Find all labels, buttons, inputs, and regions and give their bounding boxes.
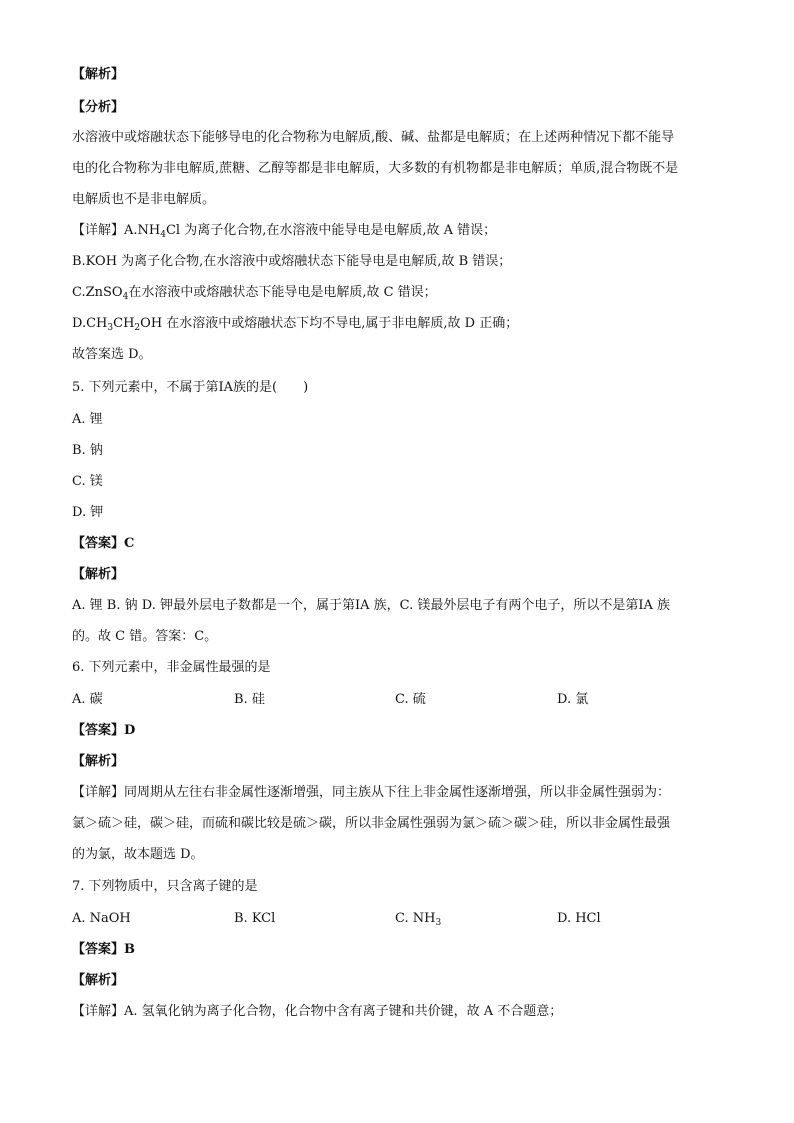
detail-a-sub: 4 bbox=[160, 230, 166, 240]
detail-c-sub: 4 bbox=[122, 292, 129, 302]
q5-option-b: B. 钠 bbox=[72, 443, 103, 458]
q6-detail-line-1: 【详解】同周期从左往右非金属性逐渐增强，同主族从下往上非金属性逐渐增强，所以非金属性强弱为： bbox=[72, 785, 671, 800]
q5-answer: 【答案】C bbox=[72, 536, 135, 551]
q7-detail-line-1: 【详解】A. 氢氧化钠为离子化合物，化合物中含有离子键和共价键，故 A 不合题意； bbox=[72, 1004, 563, 1019]
fenxi-heading: 【分析】 bbox=[72, 100, 125, 115]
q6-detail-line-3: 的为氯，故本题选 D。 bbox=[72, 847, 204, 862]
q6-stem: 6. 下列元素中，非金属性最强的是 bbox=[72, 660, 271, 675]
q6-answer: 【答案】D bbox=[72, 723, 136, 738]
detail-line-b: B.KOH 为离子化合物,在水溶液中或熔融状态下能导电是电解质,故 B 错误； bbox=[72, 254, 512, 269]
analysis-line-3: 电解质也不是非电解质。 bbox=[72, 192, 216, 207]
detail-line-d bbox=[72, 315, 518, 333]
q5-option-d: D. 钾 bbox=[72, 505, 104, 520]
q5-option-c: C. 镁 bbox=[72, 474, 103, 489]
q6-option-a: A. 碳 bbox=[72, 692, 103, 707]
q7-stem: 7. 下列物质中，只含离子键的是 bbox=[72, 879, 258, 894]
q7-answer: 【答案】B bbox=[72, 942, 135, 957]
detail-line-c bbox=[72, 284, 437, 302]
q7-option-c-text: C. NH bbox=[395, 911, 436, 926]
q5-explanation-line-1: A. 锂 B. 钠 D. 钾最外层电子数都是一个，属于第ⅠA 族，C. 镁最外层电子有两个电子，所以不是第ⅠA 族 bbox=[72, 598, 671, 613]
q6-analysis-heading: 【解析】 bbox=[72, 754, 125, 769]
q7-option-d: D. HCl bbox=[557, 911, 601, 926]
detail-line-a bbox=[72, 222, 496, 240]
q5-explanation-line-2: 的。故 C 错。答案：C。 bbox=[72, 629, 218, 644]
q6-option-b: B. 硅 bbox=[234, 692, 265, 707]
conclusion: 故答案选 D。 bbox=[72, 347, 152, 362]
q5-option-a: A. 锂 bbox=[72, 412, 103, 427]
detail-d-2: CH bbox=[113, 316, 135, 331]
detail-c-pre: C.ZnSO bbox=[72, 285, 123, 300]
analysis-heading: 【解析】 bbox=[72, 67, 125, 82]
q7-option-b: B. KCl bbox=[234, 911, 276, 926]
detail-a-pre: 【详解】A.NH bbox=[72, 223, 161, 238]
detail-d-1: D.CH bbox=[72, 316, 108, 331]
q6-detail-line-2: 氯＞硫＞硅，碳＞硅，而硫和碳比较是硫＞碳，所以非金属性强弱为氯＞硫＞碳＞硅，所以非金属性最强 bbox=[72, 816, 671, 831]
q6-option-d: D. 氯 bbox=[557, 692, 589, 707]
q7-option-a: A. NaOH bbox=[72, 911, 131, 926]
q7-option-c bbox=[395, 910, 441, 928]
detail-d-s1: 3 bbox=[107, 323, 114, 333]
analysis-line-1: 水溶液中或熔融状态下能够导电的化合物称为电解质,酸、碱、盐都是电解质；在上述两种情况下都不能导 bbox=[72, 130, 675, 145]
detail-d-3: OH 在水溶液中或熔融状态下均不导电,属于非电解质,故 D 正确； bbox=[140, 316, 519, 331]
detail-d-s2: 2 bbox=[134, 323, 141, 333]
detail-c-post: 在水溶液中或熔融状态下能导电是电解质,故 C 错误； bbox=[128, 285, 437, 300]
q5-analysis-heading: 【解析】 bbox=[72, 567, 125, 582]
q6-option-c: C. 硫 bbox=[395, 692, 426, 707]
q5-stem: 5. 下列元素中，不属于第ⅠA族的是( ) bbox=[72, 380, 309, 395]
q7-analysis-heading: 【解析】 bbox=[72, 973, 125, 988]
q7-option-c-sub: 3 bbox=[435, 918, 442, 928]
analysis-line-2: 电的化合物称为非电解质,蔗糖、乙醇等都是非电解质，大多数的有机物都是非电解质；单质,混合物既不是 bbox=[72, 161, 679, 176]
detail-a-post: Cl 为离子化合物,在水溶液中能导电是电解质,故 A 错误； bbox=[165, 223, 497, 238]
